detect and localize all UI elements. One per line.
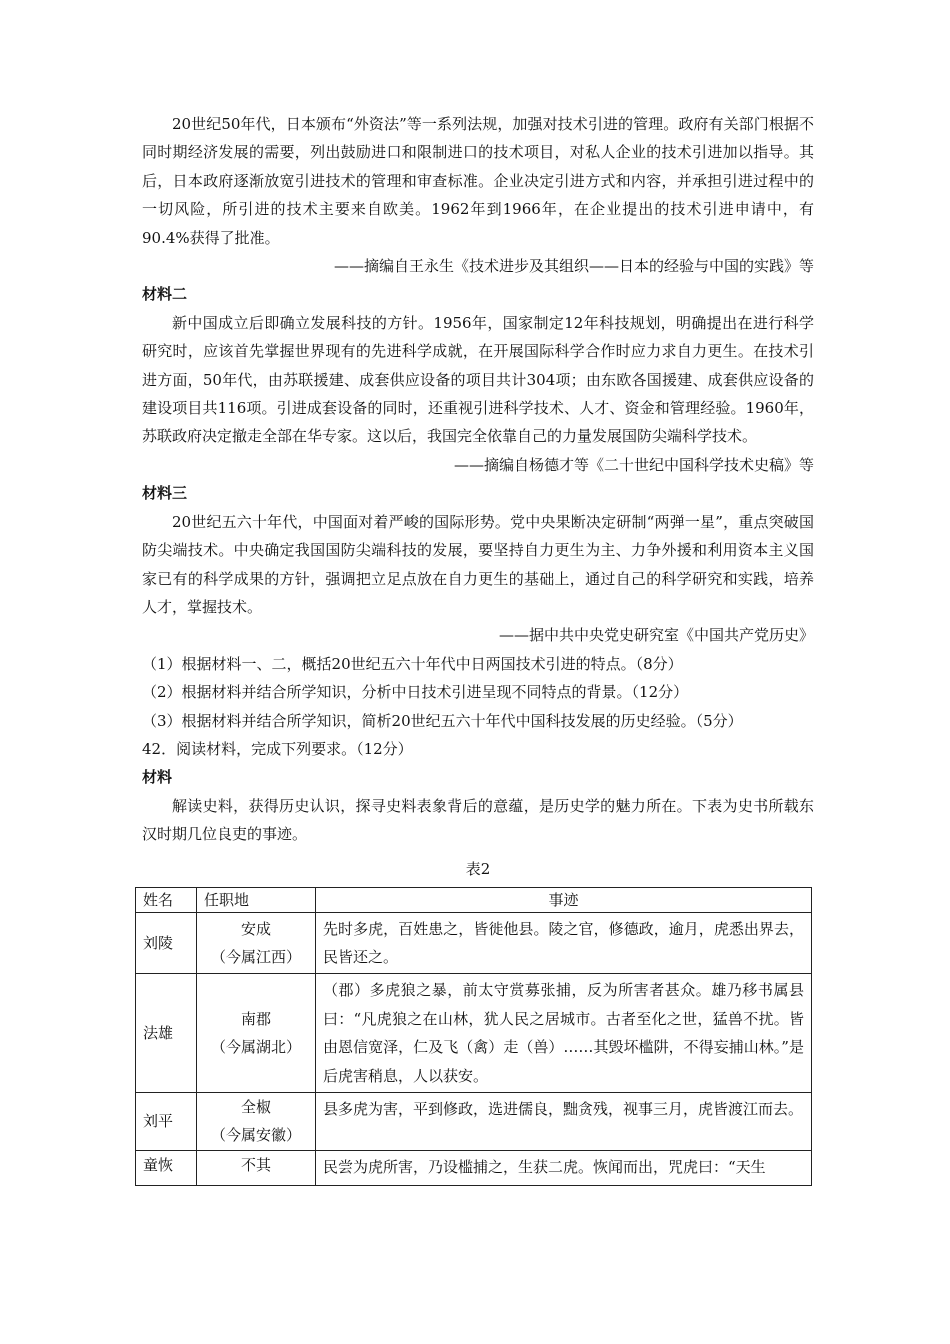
place-name: 全椒: [240, 1098, 271, 1116]
question-42-title: 42．阅读材料，完成下列要求。（12分）: [142, 739, 413, 758]
exam-page: [142, 110, 814, 1186]
table-caption: 表2: [465, 859, 491, 878]
table-row: [136, 1093, 812, 1151]
material3-source: ——据中共中央党史研究室《中国共产党历史》: [498, 626, 814, 645]
material1-source: ——摘编自王永生《技术进步及其组织——日本的经验与中国的实践》等: [333, 257, 814, 276]
place-note: （今属安徽）: [210, 1126, 301, 1145]
material2-paragraph: 新中国成立后即确立发展科技的方针。1956年，国家制定12年科技规划，明确提出在进行科学研究时，应该首先掌握世界现有的先进科学成就，在开展国际科学合作时应力求自力更生。在技术引进方面，50年代，由苏联援建、成套供应设备的项目共计304项；由东欧各国援建、成套供应设备的建设项目共116项。引进成套设备的同时，还重视引进科学技术、人才、资金和管理经验。1960年，苏联政府决定撤走全部在华专家。这以后，我国完全依靠自己的力量发展国防尖端科学技术。: [142, 313, 814, 446]
q42-material-paragraph: 解读史料，获得历史认识，探寻史料表象背后的意蕴，是历史学的魅力所在。下表为史书所载东汉时期几位良吏的事迹。: [142, 796, 814, 844]
table-row: [136, 1150, 812, 1185]
place-note: （今属江西）: [210, 947, 301, 966]
official-deed: 民尝为虎所害，乃设槛捕之，生获二虎。恢闻而出，咒虎曰：“天生: [316, 1150, 812, 1185]
place-note: （今属湖北）: [210, 1038, 301, 1057]
place-name: 不其: [240, 1155, 271, 1174]
official-name: 法雄: [136, 974, 197, 1093]
official-deed: （郡）多虎狼之暴，前太守赏募张捕，反为所害者甚众。雄乃移书属县曰：“凡虎狼之在山林，犹人民之居城市。古者至化之世，猛兽不扰。皆由恩信宽泽，仁及飞（禽）走（兽）……其毁坏槛阱，不得妄捕山林。”是后虎害稍息，人以获安。: [316, 974, 812, 1093]
table-row: [136, 974, 812, 1093]
material1-paragraph: 20世纪50年代，日本颁布“外资法”等一系列法规，加强对技术引进的管理。政府有关部门根据不同时期经济发展的需要，列出鼓励进口和限制进口的技术项目，对私人企业的技术引进加以指导。其后，日本政府逐渐放宽引进技术的管理和审查标准。企业决定引进方式和内容，并承担引进过程中的一切风险，所引进的技术主要来自欧美。1962年到1966年，在企业提出的技术引进申请中，有90.4%获得了批准。: [142, 115, 814, 247]
material2-source: ——摘编自杨德才等《二十世纪中国科学技术史稿》等: [453, 455, 814, 474]
officials-table: [135, 887, 812, 1186]
material3-paragraph: 20世纪五六十年代，中国面对着严峻的国际形势。党中央果断决定研制“两弹一星”，重点突破国防尖端技术。中央确定我国国防尖端科技的发展，要坚持自力更生为主、力争外援和利用资本主义国家已有的科学成果的方针，强调把立足点放在自力更生的基础上，通过自己的科学研究和实践，培养人才，掌握技术。: [142, 512, 814, 616]
official-place: [197, 974, 316, 1093]
q42-material-heading: 材料: [142, 768, 173, 787]
header-name: 姓名: [136, 887, 197, 912]
official-deed: 先时多虎，百姓患之，皆徙他县。陵之官，修德政，逾月，虎悉出界去，民皆还之。: [316, 912, 812, 974]
material3-heading: 材料三: [142, 484, 188, 503]
official-name: 刘陵: [136, 912, 197, 974]
question-2: （2）根据材料并结合所学知识，分析中日技术引进呈现不同特点的背景。（12分）: [142, 683, 689, 702]
official-deed: 县多虎为害，平到修政，选进儒良，黜贪残，视事三月，虎皆渡江而去。: [316, 1093, 812, 1151]
official-name: 童恢: [136, 1150, 197, 1185]
header-deed: 事迹: [316, 887, 812, 912]
question-3: （3）根据材料并结合所学知识，简析20世纪五六十年代中国科技发展的历史经验。（5分）: [142, 711, 743, 730]
place-name: 南郡: [240, 1009, 271, 1028]
official-place: [197, 1150, 316, 1185]
official-place: [197, 1093, 316, 1151]
official-name: 刘平: [136, 1093, 197, 1151]
official-place: [197, 912, 316, 974]
table-row: [136, 912, 812, 974]
place-name: 安成: [240, 919, 271, 938]
table-header-row: [136, 887, 812, 912]
material2-heading: 材料二: [142, 285, 188, 304]
header-place: 任职地: [197, 887, 316, 912]
question-1: （1）根据材料一、二，概括20世纪五六十年代中日两国技术引进的特点。（8分）: [142, 654, 683, 673]
